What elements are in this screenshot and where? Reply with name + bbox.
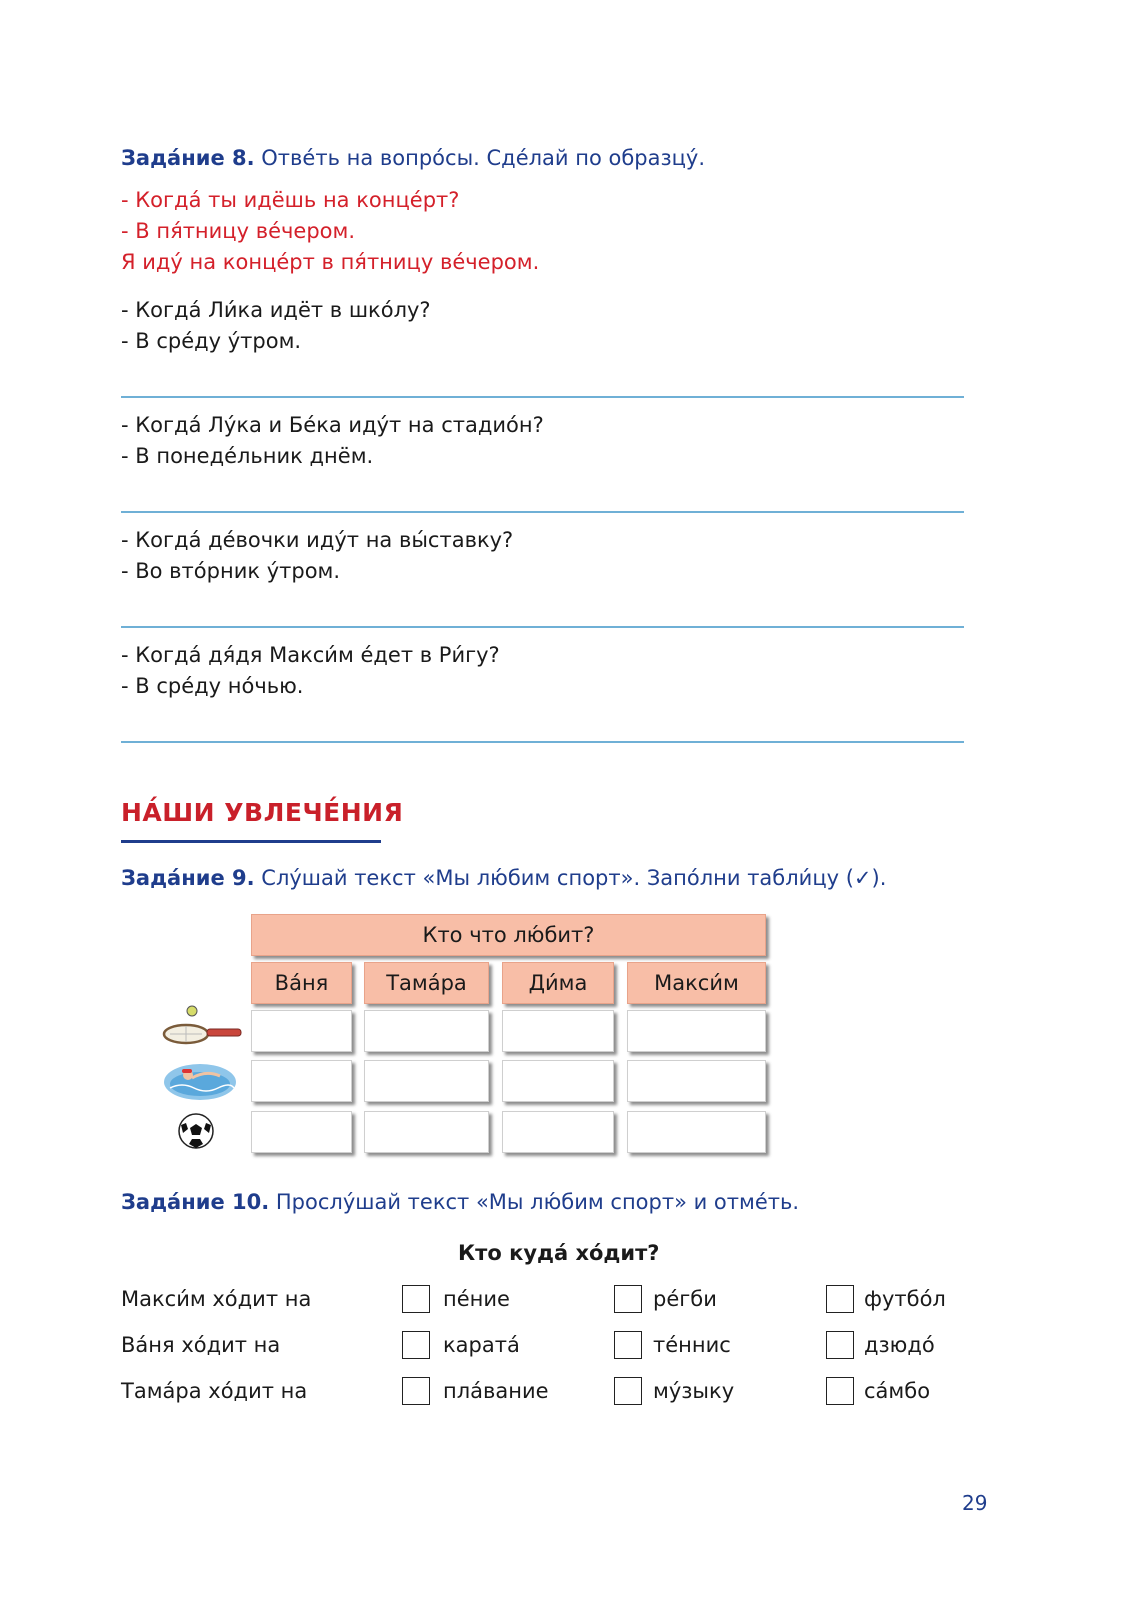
example-answer: - В пя́тницу ве́чером. — [121, 219, 356, 243]
football-icon — [176, 1111, 216, 1151]
checkbox-vanya-tennis[interactable] — [614, 1331, 642, 1359]
example-sentence: Я иду́ на конце́рт в пя́тницу ве́чером. — [121, 250, 540, 274]
cell-tennis-vanya[interactable] — [251, 1010, 352, 1052]
option-rugby: ре́гби — [653, 1287, 717, 1311]
answer-hint-2: - В понеде́льник днём. — [121, 444, 374, 468]
option-sambo: са́мбо — [864, 1379, 931, 1403]
option-judo: дзюдо́ — [864, 1333, 935, 1357]
task8-label: Зада́ние 8. — [121, 146, 255, 170]
tennis-racket-icon — [160, 1004, 244, 1046]
row2-who: Ва́ня хо́дит на — [121, 1333, 281, 1357]
option-karate: карата́ — [443, 1333, 520, 1357]
task10-instruction: Прослу́шай текст «Мы лю́бим спорт» и отме́ть. — [275, 1190, 800, 1214]
answer-hint-3: - Во вто́рник у́тром. — [121, 559, 341, 583]
task10-label: Зада́ние 10. — [121, 1190, 270, 1214]
task9-heading — [121, 864, 886, 892]
option-singing: пе́ние — [443, 1287, 510, 1311]
question-2: - Когда́ Лу́ка и Бе́ка иду́т на стадио́н? — [121, 413, 544, 437]
checkbox-maksim-singing[interactable] — [402, 1285, 430, 1313]
option-football: футбо́л — [864, 1287, 946, 1311]
option-tennis: те́ннис — [653, 1333, 731, 1357]
col-head-tamara: Тама́ра — [364, 962, 489, 1004]
task9-label: Зада́ние 9. — [121, 866, 255, 890]
row3-who: Тама́ра хо́дит на — [121, 1379, 308, 1403]
option-swimming: пла́вание — [443, 1379, 549, 1403]
row1-who: Макси́м хо́дит на — [121, 1287, 312, 1311]
cell-swimming-dima[interactable] — [502, 1060, 614, 1102]
task10-subtitle: Кто куда́ хо́дит? — [458, 1241, 660, 1265]
answer-line-2[interactable] — [121, 511, 964, 513]
col-head-maksim: Макси́м — [627, 962, 766, 1004]
checkbox-vanya-karate[interactable] — [402, 1331, 430, 1359]
checkbox-maksim-rugby[interactable] — [614, 1285, 642, 1313]
cell-tennis-tamara[interactable] — [364, 1010, 489, 1052]
cell-football-maksim[interactable] — [627, 1111, 766, 1153]
col-head-vanya: Ва́ня — [251, 962, 352, 1004]
checkbox-tamara-swimming[interactable] — [402, 1377, 430, 1405]
checkbox-maksim-football[interactable] — [826, 1285, 854, 1313]
section-title: НА́ШИ УВЛЕЧЕ́НИЯ — [121, 798, 404, 827]
question-1: - Когда́ Ли́ка идёт в шко́лу? — [121, 298, 431, 322]
option-music: му́зыку — [653, 1379, 735, 1403]
cell-tennis-maksim[interactable] — [627, 1010, 766, 1052]
cell-swimming-tamara[interactable] — [364, 1060, 489, 1102]
task10-heading — [121, 1188, 799, 1216]
example-question: - Когда́ ты идёшь на конце́рт? — [121, 188, 460, 212]
checkbox-tamara-sambo[interactable] — [826, 1377, 854, 1405]
table-title: Кто что лю́бит? — [251, 914, 766, 956]
cell-football-vanya[interactable] — [251, 1111, 352, 1153]
answer-line-3[interactable] — [121, 626, 964, 628]
cell-tennis-dima[interactable] — [502, 1010, 614, 1052]
answer-line-1[interactable] — [121, 396, 964, 398]
question-4: - Когда́ дя́дя Макси́м е́дет в Ри́гу? — [121, 643, 500, 667]
page-number: 29 — [962, 1491, 988, 1515]
answer-line-4[interactable] — [121, 741, 964, 743]
question-3: - Когда́ де́вочки иду́т на вы́ставку? — [121, 528, 514, 552]
cell-swimming-vanya[interactable] — [251, 1060, 352, 1102]
answer-hint-4: - В сре́ду но́чью. — [121, 674, 304, 698]
cell-swimming-maksim[interactable] — [627, 1060, 766, 1102]
cell-football-tamara[interactable] — [364, 1111, 489, 1153]
swimming-icon — [162, 1058, 238, 1102]
checkbox-tamara-music[interactable] — [614, 1377, 642, 1405]
checkbox-vanya-judo[interactable] — [826, 1331, 854, 1359]
col-head-dima: Ди́ма — [502, 962, 614, 1004]
task8-heading — [121, 144, 705, 172]
answer-hint-1: - В сре́ду у́тром. — [121, 329, 302, 353]
section-title-underline — [121, 840, 381, 843]
cell-football-dima[interactable] — [502, 1111, 614, 1153]
task9-instruction: Слу́шай текст «Мы лю́бим спорт». Запо́лни табли́цу (✓). — [261, 866, 887, 890]
task8-instruction: Отве́ть на вопро́сы. Сде́лай по образцу́. — [261, 146, 706, 170]
